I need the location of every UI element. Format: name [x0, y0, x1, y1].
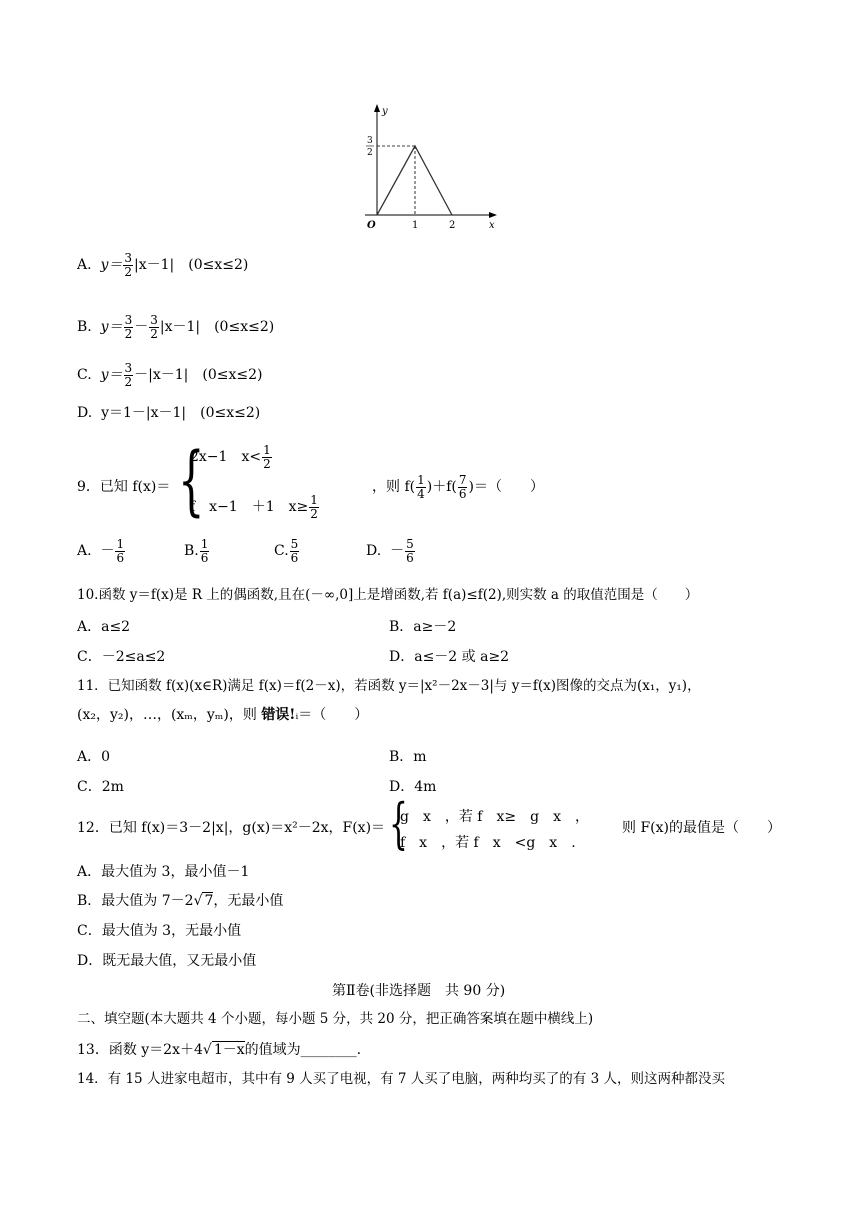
option-text: y＝1－|x－1| (0≤x≤2) — [101, 405, 261, 421]
q10-option-b[interactable]: B．a≥－2 — [389, 619, 457, 635]
option-sign: － — [100, 543, 115, 560]
option-letter: D. — [77, 405, 93, 421]
frac-den: 2 — [124, 374, 133, 389]
frac-num: 1 — [310, 493, 318, 507]
frac-num: 3 — [124, 251, 133, 265]
option-text: B．最大值为 7－2 — [77, 893, 194, 909]
fraction — [149, 314, 159, 340]
q10-option-d[interactable]: D．a≤－2 或 a≥2 — [389, 649, 510, 665]
frac-num: 5 — [290, 537, 299, 551]
option-pre: y＝ — [100, 319, 123, 336]
x-tick-2: 2 — [449, 220, 456, 231]
frac-num: 5 — [406, 537, 414, 551]
option-mid: － — [134, 319, 149, 336]
option-post: |x－1| (0≤x≤2) — [159, 319, 275, 336]
frac-den: 2 — [124, 264, 133, 279]
fraction — [309, 494, 319, 520]
frac-den: 6 — [458, 486, 467, 501]
option-post: －|x－1| (0≤x≤2) — [134, 367, 263, 384]
case-text: 2x−1 x< — [190, 449, 262, 466]
frac-num: 7 — [458, 473, 467, 487]
option-letter: C. — [274, 543, 289, 560]
q12-option-b[interactable] — [77, 894, 283, 908]
frac-den: 4 — [417, 486, 425, 501]
sqrt-symbol: √ — [193, 893, 203, 909]
q12-lead: 12．已知 f(x)＝3－2|x|，g(x)＝x²－2x，F(x)＝ — [77, 820, 386, 836]
frac-den: 2 — [263, 456, 271, 471]
q8-option-c[interactable] — [77, 362, 262, 388]
option-letter: B. — [77, 319, 92, 336]
q12-option-d[interactable]: D．既无最大值，又无最小值 — [77, 953, 257, 969]
frac-den: 6 — [406, 550, 414, 565]
q11-option-a[interactable]: A．0 — [77, 749, 111, 765]
q13-text: 的值域为________. — [244, 1042, 362, 1058]
q12-option-a[interactable]: A．最大值为 3，最小值－1 — [77, 864, 250, 880]
option-letter: D. — [366, 543, 382, 560]
q11-option-c[interactable]: C．2m — [77, 779, 124, 795]
q9-case1 — [190, 444, 273, 470]
option-letter: B. — [184, 543, 199, 560]
fraction — [115, 538, 125, 564]
radicand: 7 — [204, 893, 214, 909]
q9-option-d[interactable] — [366, 538, 416, 564]
fraction — [124, 362, 134, 388]
fraction — [458, 474, 468, 500]
fraction — [200, 538, 210, 564]
frac-den: 6 — [290, 550, 299, 565]
q14: 14．有 15 人进家电超市，其中有 9 人买了电视，有 7 人买了电脑，两种均买了的有 3 人，则这两种都没买 — [77, 1071, 725, 1087]
q11-line2 — [77, 708, 368, 722]
q8-option-b[interactable] — [77, 314, 274, 340]
option-letter: A. — [77, 543, 92, 560]
frac-num: 1 — [417, 473, 425, 487]
q13 — [77, 1043, 361, 1057]
q11-line1: 11．已知函数 f(x)(x∈R)满足 f(x)＝f(2－x)，若函数 y＝|x²－2x－3|与 y＝f(x)图像的交点为(x₁，y₁)， — [77, 678, 701, 694]
q10-option-a[interactable]: A．a≤2 — [77, 619, 131, 635]
frac-den: 6 — [200, 550, 209, 565]
option-letter: A. — [77, 257, 92, 274]
frac-num: 1 — [200, 537, 209, 551]
function-graph — [355, 100, 505, 235]
q12-brace: { — [389, 792, 408, 855]
q9-brace: { — [178, 435, 205, 524]
q12-case1: g x ，若 f x≥ g x ， — [400, 809, 589, 825]
frac-den: 6 — [116, 550, 125, 565]
option-pre: y＝ — [100, 367, 123, 384]
q10-option-c[interactable]: C．－2≤a≤2 — [77, 649, 166, 665]
q9-case2 — [190, 494, 320, 520]
origin-label: O — [367, 220, 376, 231]
fraction — [290, 538, 300, 564]
section2-title: 第Ⅱ卷(非选择题 共 90 分) — [332, 983, 506, 999]
frac-den: 2 — [124, 326, 133, 341]
q8-option-d[interactable] — [77, 406, 260, 420]
q11-option-b[interactable]: B．m — [389, 749, 427, 765]
q10-stem: 10.函数 y＝f(x)是 R 上的偶函数,且在(－∞,0]上是增函数,若 f(a)≤f(2),则实数 a 的取值范围是（ ） — [77, 587, 699, 603]
frac-num: 1 — [263, 443, 271, 457]
frac-num: 3 — [124, 313, 133, 327]
frac-den: 2 — [150, 326, 158, 341]
y-tick-num: 3 — [367, 136, 373, 146]
q12-tail: 则 F(x)的最值是（ ） — [622, 820, 781, 836]
q9-lead: 9．已知 f(x)＝ — [77, 479, 171, 495]
frac-num: 1 — [116, 537, 125, 551]
q12-option-c[interactable]: C．最大值为 3，无最小值 — [77, 923, 242, 939]
q9-tail — [372, 474, 544, 500]
q13-text: 13．函数 y＝2x＋4 — [77, 1042, 203, 1058]
fraction — [262, 444, 272, 470]
q11-option-d[interactable]: D．4m — [389, 779, 437, 795]
error-text: 错误! — [261, 707, 296, 723]
x-tick-1: 1 — [412, 220, 419, 231]
q8-option-a[interactable] — [77, 252, 248, 278]
option-letter: C. — [77, 367, 92, 384]
x-axis-label: x — [489, 220, 495, 231]
fraction — [416, 474, 426, 500]
frac-den: 2 — [310, 506, 318, 521]
y-tick-den: 2 — [367, 148, 373, 158]
section2-instruction: 二、填空题(本大题共 4 个小题，每小题 5 分，共 20 分，把正确答案填在题中横线上) — [77, 1011, 594, 1027]
option-text: ，无最小值 — [213, 893, 284, 909]
radicand: 1－x — [213, 1042, 245, 1058]
frac-num: 3 — [150, 313, 158, 327]
fraction — [405, 538, 415, 564]
option-sign: － — [390, 543, 405, 560]
fraction — [123, 252, 133, 278]
option-post: |x－1| (0≤x≤2) — [134, 257, 249, 274]
line-text: ᵢ＝（ ） — [295, 707, 369, 723]
fraction — [124, 314, 134, 340]
line-text: (x₂，y₂)，…，(xₘ，yₘ)，则 — [77, 707, 257, 723]
q9-option-b[interactable] — [184, 538, 210, 564]
tail-text: )＝（ ） — [468, 479, 544, 496]
y-axis-label: y — [382, 106, 388, 117]
q12-case2: f x ，若 f x <g x . — [400, 835, 576, 851]
frac-num: 3 — [124, 361, 133, 375]
q9-option-c[interactable] — [274, 538, 300, 564]
option-pre: y＝ — [100, 257, 123, 274]
case-text: f x−1 ＋1 x≥ — [190, 499, 309, 516]
q9-option-a[interactable] — [77, 538, 126, 564]
sqrt-symbol: √ — [202, 1042, 212, 1058]
tail-text: )＋f( — [426, 479, 457, 496]
tail-text: ，则 f( — [372, 479, 416, 496]
